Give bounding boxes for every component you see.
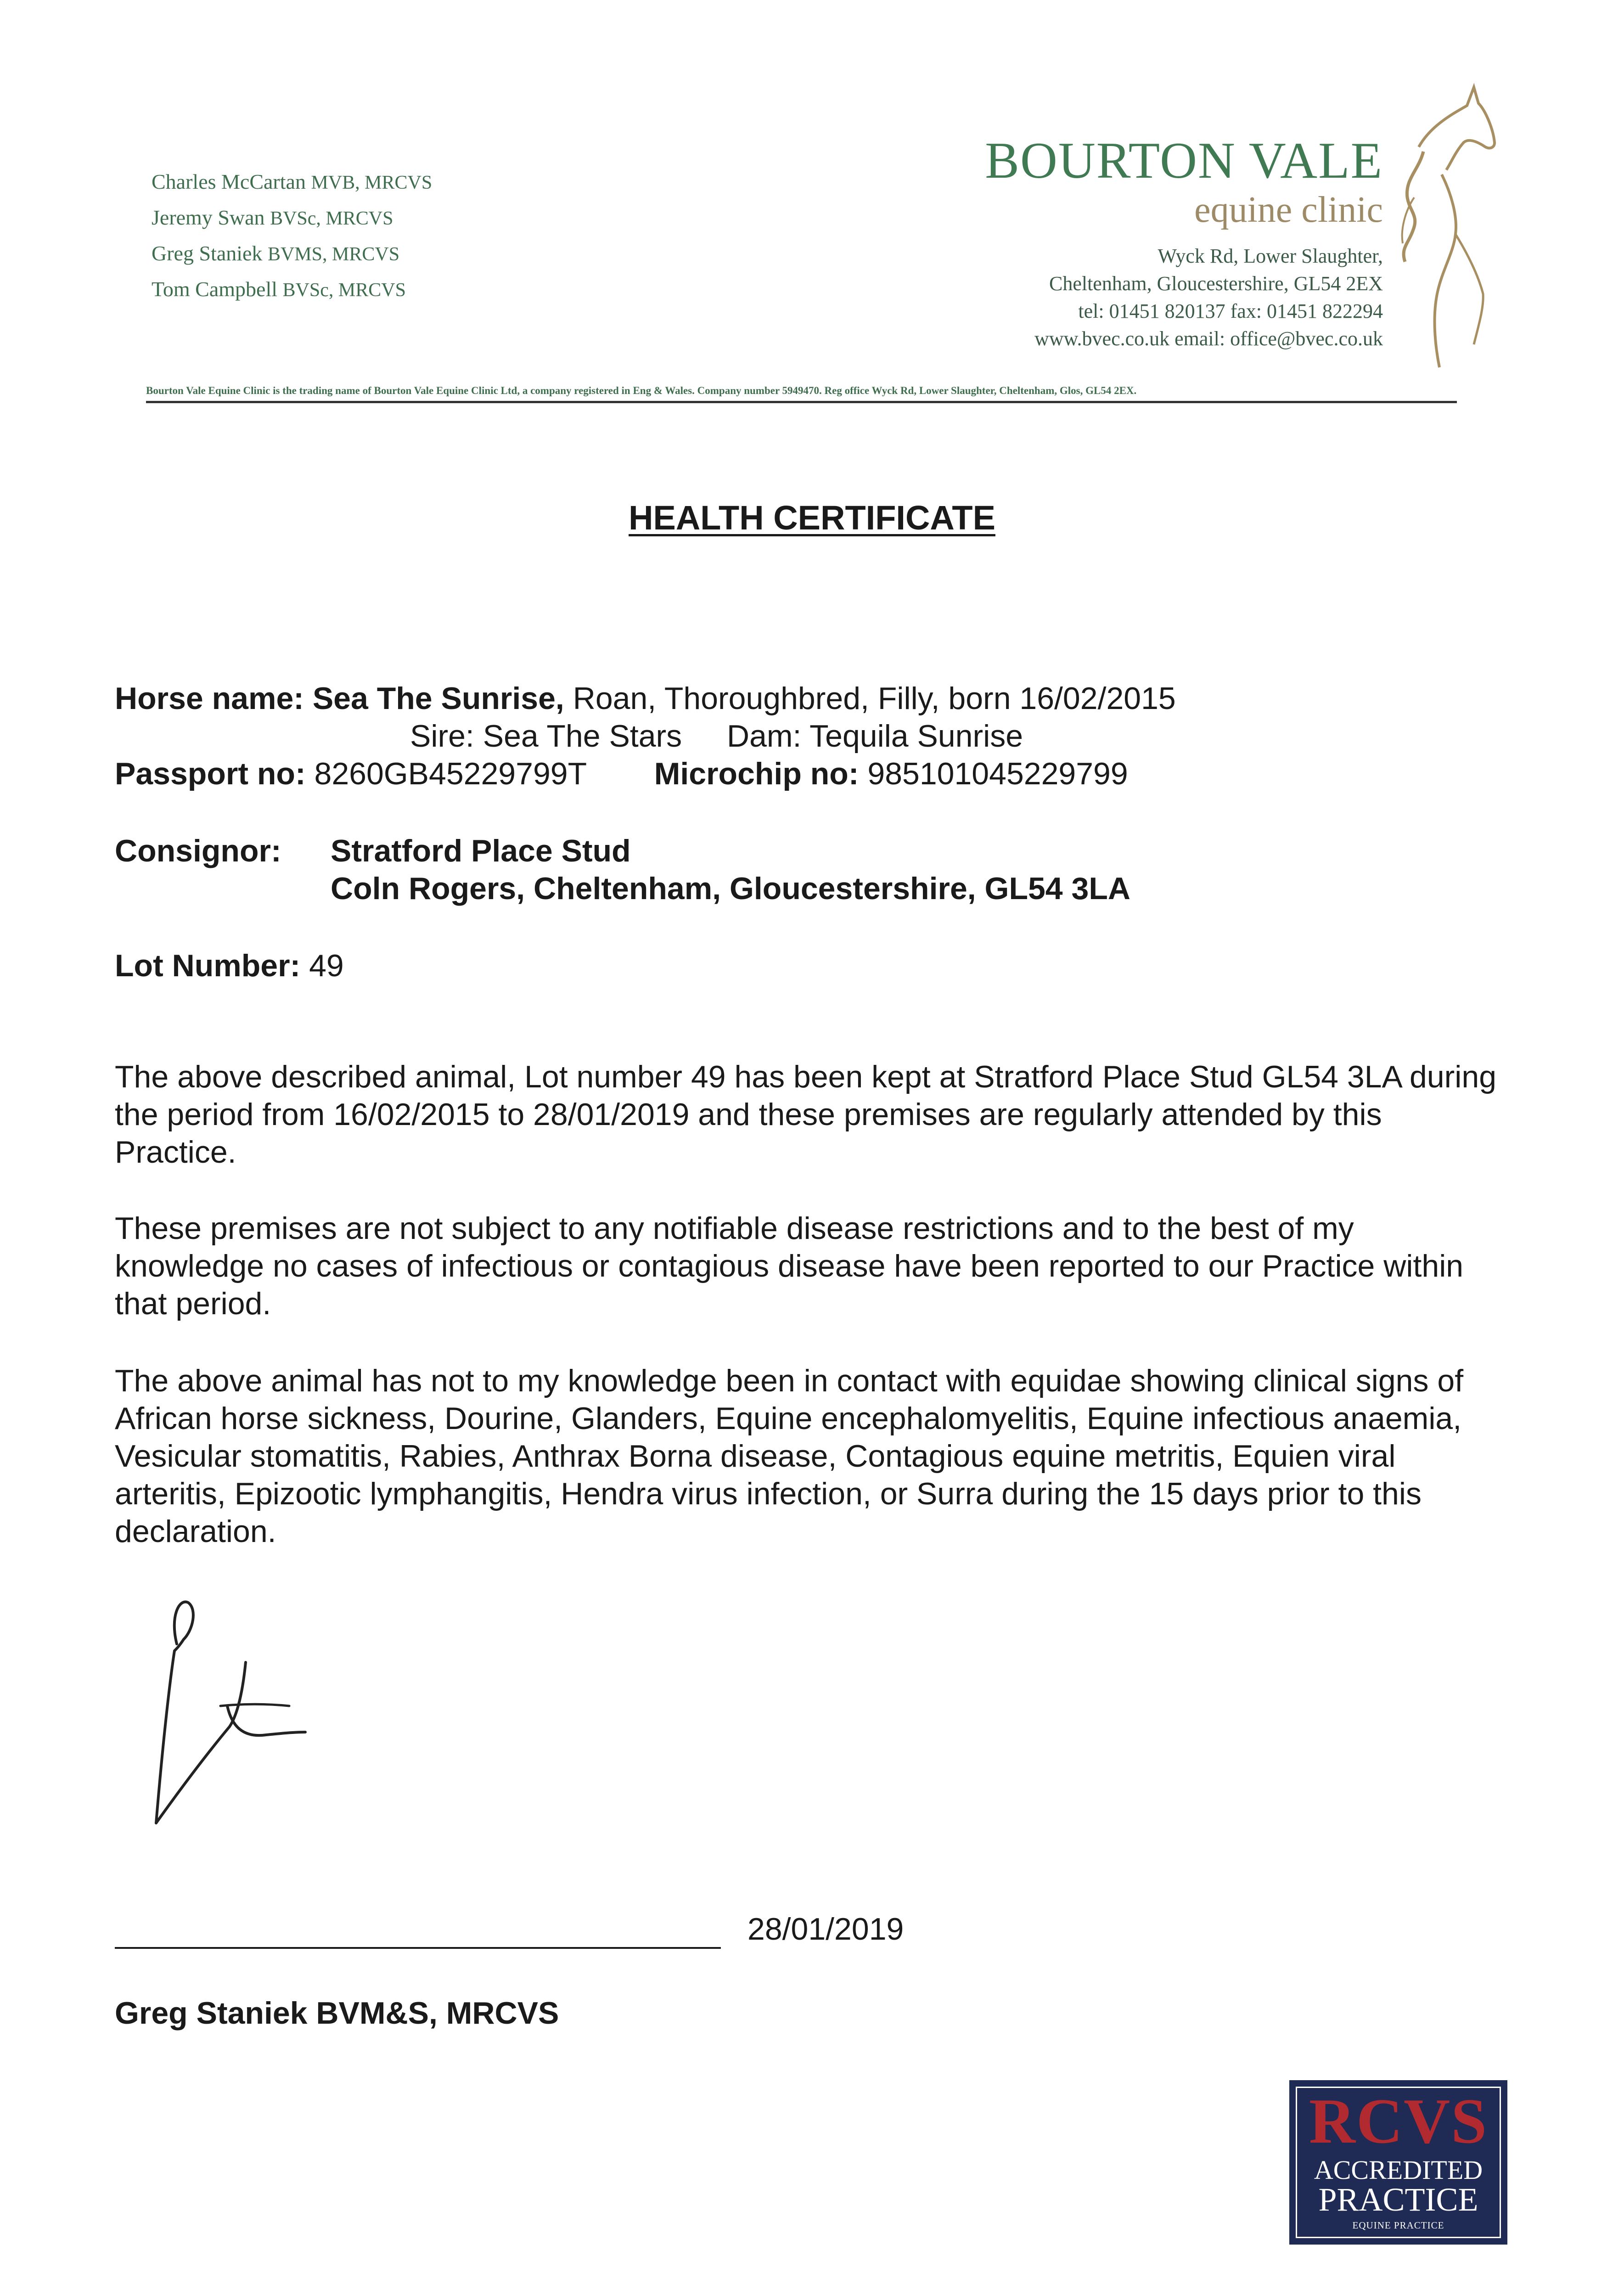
passport-number: 8260GB45229799T — [314, 756, 586, 791]
clinic-name: BOURTON VALE — [985, 132, 1383, 189]
clinic-brand — [985, 133, 1383, 353]
microchip-number: 985101045229799 — [867, 756, 1128, 791]
clinic-subtitle: equine clinic — [1194, 190, 1383, 230]
vet-entry: Tom Campbell BVSc, MRCVS — [152, 277, 406, 301]
clinic-address: Wyck Rd, Lower Slaughter, Cheltenham, Gloucestershire, GL54 2EX tel: 01451 820137 fax: 01451 822294 www.bvec.co.uk email: office@bvec.co.uk — [1034, 245, 1383, 350]
lot-number-line: Lot Number: 49 — [115, 948, 344, 983]
consignor-address: Coln Rogers, Cheltenham, Gloucestershire, GL54 3LA — [331, 871, 1130, 906]
horse-name: Sea The Sunrise, — [312, 681, 564, 716]
paragraph-contact: The above animal has not to my knowledge been in contact with equidae showing clinical signs of African horse sickness, Dourine, Glanders, Equine encephalomyelitis, Equine infectious anaemia, Vesicular stomatitis, Rabies, Anthrax Borna disease, Contagious equine metritis, Equien viral arteritis, Epizootic lymphangitis, Hendra virus infection, or Surra during the 15 days prior to this declaration. — [115, 1363, 1464, 1549]
pedigree-line: Sire: Sea The Stars Dam: Tequila Sunrise — [410, 719, 1023, 754]
lot-number: 49 — [309, 948, 344, 983]
paragraph-premises: The above described animal, Lot number 49 has been kept at Stratford Place Stud GL54 3LA during the period from 16/02/2015 to 28/01/2019 and these premises are regularly attended by this Practice. — [115, 1059, 1497, 1170]
signature-line — [115, 1947, 721, 1949]
header-divider — [146, 401, 1457, 403]
sire-name: Sea The Stars — [483, 719, 682, 754]
badge-line-1: ACCREDITED — [1314, 2155, 1483, 2185]
vet-entry: Jeremy Swan BVSc, MRCVS — [152, 206, 393, 229]
badge-line-3: EQUINE PRACTICE — [1352, 2220, 1444, 2231]
signer-name: Greg Staniek BVM&S, MRCVS — [115, 1996, 559, 2031]
dam-name: Tequila Sunrise — [809, 719, 1023, 754]
badge-title: RCVS — [1309, 2086, 1488, 2157]
consignor-label: Consignor: — [115, 833, 281, 868]
vets-list — [152, 164, 432, 308]
horse-name-line: Horse name: Sea The Sunrise, Roan, Thoroughbred, Filly, born 16/02/2015 — [115, 681, 1176, 716]
signature-image — [152, 1589, 317, 1828]
badge-line-2: PRACTICE — [1318, 2181, 1478, 2218]
vet-entry: Greg Staniek BVMS, MRCVS — [152, 242, 400, 265]
paragraph-restrictions: These premises are not subject to any notifiable disease restrictions and to the best of my knowledge no cases of infectious or contagious disease have been reported to our Practice within that period. — [115, 1211, 1464, 1321]
vet-entry: Charles McCartan MVB, MRCVS — [152, 170, 433, 193]
page-title: HEALTH CERTIFICATE — [629, 499, 995, 537]
horse-details: Roan, Thoroughbred, Filly, born 16/02/2015 — [573, 681, 1176, 716]
registration-note: Bourton Vale Equine Clinic is the trading name of Bourton Vale Equine Clinic Ltd, a company registered in Eng & Wales. Company number 5949470. Reg office Wyck Rd, Lower Slaughter, Cheltenham, Glos, GL54 2EX. — [146, 385, 1137, 396]
passport-line: Passport no: 8260GB45229799T Microchip no: 985101045229799 — [115, 756, 1128, 791]
signature-date: 28/01/2019 — [747, 1912, 904, 1947]
rcvs-accreditation-badge — [1289, 2080, 1507, 2245]
horse-logo-icon — [1387, 78, 1497, 372]
consignor-name: Stratford Place Stud — [331, 833, 631, 868]
